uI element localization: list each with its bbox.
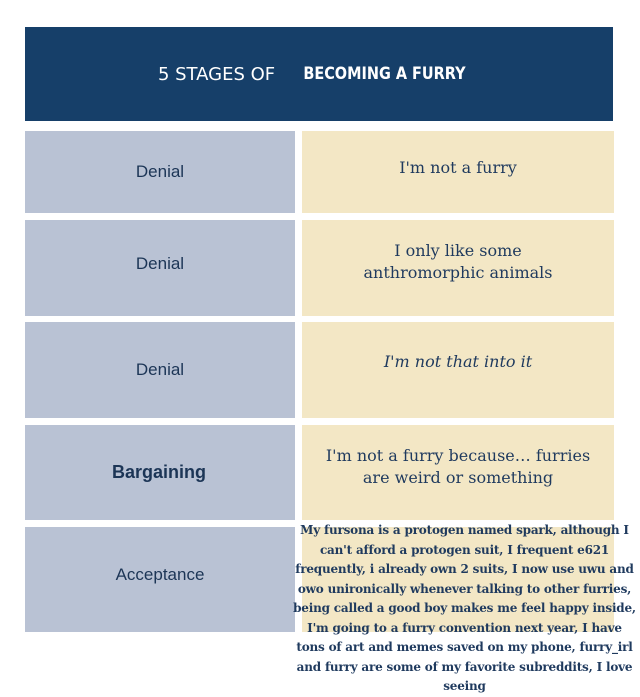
- stage-cell: Denial: [25, 131, 295, 213]
- stage-cell: Denial: [25, 220, 295, 316]
- quote-cell: I'm not that into it: [302, 322, 614, 418]
- quote-cell: I'm not a furry because… furries are weird or something: [302, 425, 614, 520]
- title-part1: 5 STAGES OF: [157, 63, 276, 85]
- stage-cell: Denial: [25, 322, 295, 418]
- title-part2: BECOMING A FURRY: [303, 64, 466, 84]
- quote-cell: I only like some anthromorphic animals: [302, 220, 614, 316]
- stage-cell: Bargaining: [25, 425, 295, 520]
- title-banner: [25, 27, 613, 121]
- quote-cell: I'm not a furry: [302, 131, 614, 213]
- stage-cell: Acceptance: [25, 527, 295, 632]
- quote-cell: My fursona is a protogen named spark, although I can't afford a protogen suit, I frequent e621 frequently, i already own 2 suits, I now use uwu and owo unironically whenever talking to other furries, being called a good boy makes me feel happy inside, I'm going to a furry convention next year, I have tons of art and memes saved on my phone, furry_irl and furry are some of my favorite subreddits, I love seeing: [293, 523, 636, 693]
